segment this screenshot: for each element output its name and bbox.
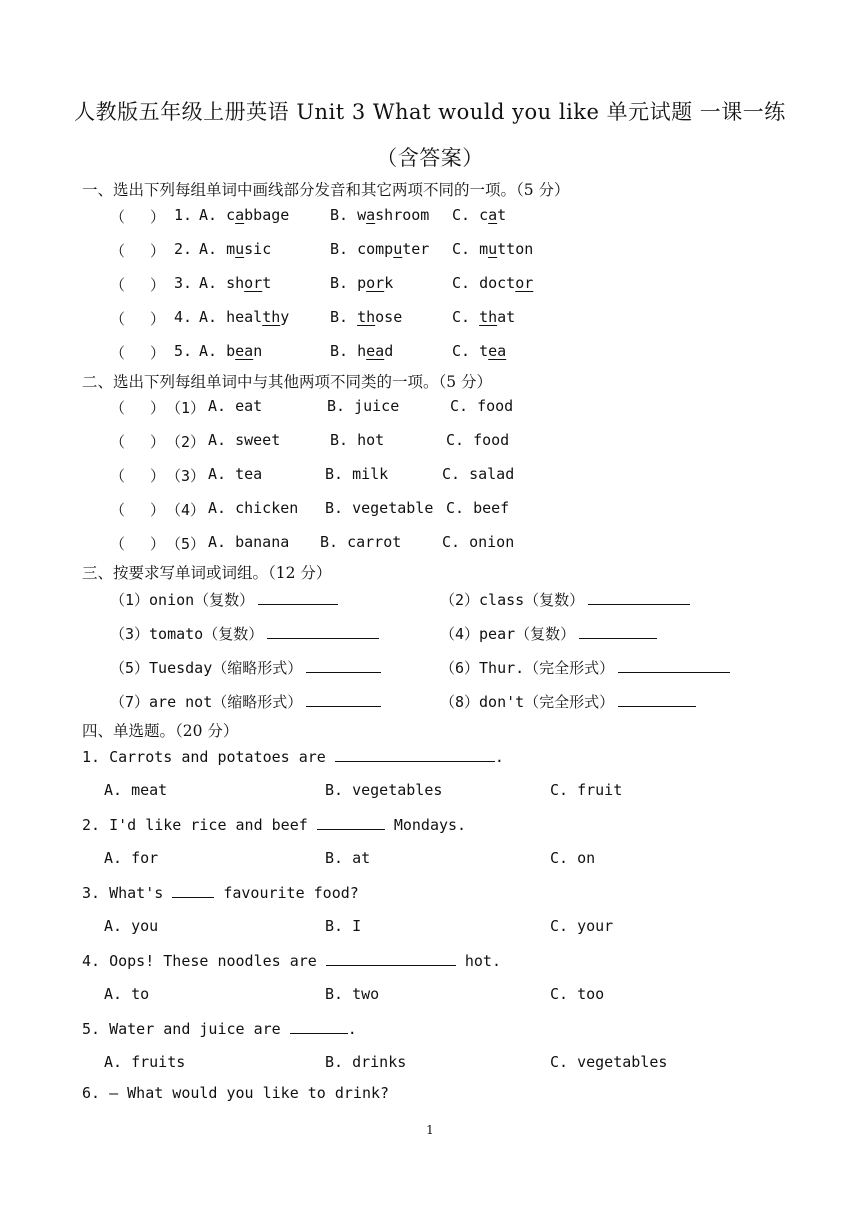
underlined-letters: th xyxy=(262,308,281,326)
prompt-text: （7）are not（缩略形式） xyxy=(110,693,303,711)
underlined-letters: or xyxy=(244,274,263,292)
question-text-end: . xyxy=(347,1020,357,1038)
question-text-end: Mondays. xyxy=(384,816,467,834)
part2-item xyxy=(0,397,860,419)
part2-item xyxy=(0,431,860,453)
answer-paren-open: （ xyxy=(110,433,126,451)
option-b: B. vegetables xyxy=(325,781,443,799)
question-options xyxy=(0,1053,860,1075)
option-letter: B. xyxy=(330,308,358,326)
answer-blank xyxy=(306,692,381,707)
option-b xyxy=(330,206,429,224)
question-options xyxy=(0,849,860,871)
part2-item xyxy=(0,499,860,521)
option-a: A. sweet xyxy=(208,431,281,449)
word-part: comp xyxy=(357,240,394,258)
item-number: （3） xyxy=(166,467,206,485)
option-c: C. food xyxy=(450,397,514,415)
underlined-letters: th xyxy=(357,308,376,326)
option-letter: B. xyxy=(330,342,358,360)
word-part: n xyxy=(253,342,263,360)
answer-paren-open: （ xyxy=(110,535,126,553)
part3-item xyxy=(440,657,730,678)
option-b: B. drinks xyxy=(325,1053,407,1071)
underlined-letters: or xyxy=(515,274,534,292)
page-subtitle: （含答案） xyxy=(376,146,484,170)
option-b xyxy=(330,308,402,326)
word-part: c xyxy=(479,206,489,224)
word-part: tton xyxy=(497,240,534,258)
option-a: A. tea xyxy=(208,465,263,483)
answer-paren-close: ） xyxy=(150,535,166,553)
question-stem xyxy=(82,883,359,902)
question-text-end: favourite food? xyxy=(214,884,359,902)
answer-paren-open: （ xyxy=(110,399,126,417)
answer-blank xyxy=(618,692,696,707)
word-part: at xyxy=(497,308,516,326)
answer-paren-close: ） xyxy=(150,310,166,328)
prompt-text: （4）pear（复数） xyxy=(440,625,576,643)
answer-paren-close: ） xyxy=(150,242,166,260)
answer-blank xyxy=(306,658,381,673)
underlined-letters: u xyxy=(393,240,403,258)
underlined-letters: u xyxy=(235,240,245,258)
item-number: （2） xyxy=(166,433,206,451)
question-text: 4. Oops! These noodles are xyxy=(82,952,326,970)
answer-blank xyxy=(326,951,456,966)
question-options xyxy=(0,985,860,1007)
answer-blank xyxy=(258,590,338,605)
option-c xyxy=(452,240,533,258)
answer-paren-open: （ xyxy=(110,242,126,260)
answer-blank xyxy=(579,624,657,639)
option-letter: A. xyxy=(199,206,227,224)
part1-item xyxy=(0,240,860,262)
word-part: m xyxy=(479,240,489,258)
underlined-letters: th xyxy=(479,308,498,326)
option-b: B. milk xyxy=(325,465,389,483)
answer-paren-close: ） xyxy=(150,501,166,519)
underlined-letters: ea xyxy=(366,342,385,360)
answer-paren-close: ） xyxy=(150,399,166,417)
prompt-text: （3）tomato（复数） xyxy=(110,625,264,643)
word-part: b xyxy=(226,342,236,360)
option-a: A. you xyxy=(104,917,159,935)
part2-item xyxy=(0,465,860,487)
option-letter: C. xyxy=(452,274,480,292)
item-number: 3. xyxy=(174,274,193,292)
option-c xyxy=(452,342,506,360)
option-b: B. juice xyxy=(327,397,400,415)
section-heading-1: 一、选出下列每组单词中画线部分发音和其它两项不同的一项。（5 分） xyxy=(82,181,570,199)
option-a xyxy=(199,342,262,360)
answer-blank xyxy=(618,658,730,673)
answer-paren-open: （ xyxy=(110,310,126,328)
option-c: C. on xyxy=(550,849,596,867)
option-letter: B. xyxy=(330,240,358,258)
option-c: C. salad xyxy=(442,465,515,483)
option-a xyxy=(199,274,271,292)
option-c: C. beef xyxy=(446,499,510,517)
question-text: 5. Water and juice are xyxy=(82,1020,290,1038)
prompt-text: （6）Thur.（完全形式） xyxy=(440,659,615,677)
word-part: d xyxy=(384,342,394,360)
option-a xyxy=(199,206,289,224)
part3-item xyxy=(110,691,381,712)
answer-paren-open: （ xyxy=(110,344,126,362)
word-part: doct xyxy=(479,274,516,292)
part3-item xyxy=(110,589,338,610)
option-b: B. vegetable xyxy=(325,499,434,517)
word-part: t xyxy=(262,274,272,292)
word-part: bbage xyxy=(244,206,290,224)
item-number: （4） xyxy=(166,501,206,519)
underlined-letters: a xyxy=(366,206,376,224)
option-c: C. your xyxy=(550,917,614,935)
answer-blank xyxy=(335,747,495,762)
word-part: c xyxy=(226,206,236,224)
part3-item xyxy=(440,623,657,644)
question-text: 3. What's xyxy=(82,884,173,902)
option-letter: B. xyxy=(330,274,358,292)
question-options xyxy=(0,781,860,803)
question-text-end: . xyxy=(494,748,504,766)
option-b: B. two xyxy=(325,985,380,1003)
answer-paren-close: ） xyxy=(150,433,166,451)
word-part: t xyxy=(479,342,489,360)
part1-item xyxy=(0,274,860,296)
answer-paren-close: ） xyxy=(150,276,166,294)
option-letter: A. xyxy=(199,342,227,360)
part1-item xyxy=(0,206,860,228)
part1-item xyxy=(0,308,860,330)
option-letter: B. xyxy=(330,206,358,224)
item-number: 5. xyxy=(174,342,193,360)
option-c xyxy=(452,206,506,224)
underlined-letters: or xyxy=(366,274,385,292)
word-part: ose xyxy=(375,308,403,326)
question-text: 1. Carrots and potatoes are xyxy=(82,748,335,766)
underlined-letters: ea xyxy=(488,342,507,360)
option-letter: C. xyxy=(452,342,480,360)
option-a: A. banana xyxy=(208,533,290,551)
option-letter: C. xyxy=(452,308,480,326)
option-letter: C. xyxy=(452,206,480,224)
section-heading-2: 二、选出下列每组单词中与其他两项不同类的一项。（5 分） xyxy=(82,373,493,391)
question-options xyxy=(0,917,860,939)
word-part: p xyxy=(357,274,367,292)
word-part: k xyxy=(384,274,394,292)
part3-item xyxy=(440,691,696,712)
part3-item xyxy=(110,657,381,678)
word-part: m xyxy=(226,240,236,258)
section-heading-4: 四、单选题。（20 分） xyxy=(82,722,239,740)
page-title: 人教版五年级上册英语 Unit 3 What would you like 单元试题 一课一练 xyxy=(74,100,786,124)
prompt-text: （8）don't（完全形式） xyxy=(440,693,615,711)
word-part: h xyxy=(357,342,367,360)
section-heading-3: 三、按要求写单词或词组。（12 分） xyxy=(82,564,332,582)
option-a xyxy=(199,308,289,326)
word-part: t xyxy=(497,206,507,224)
part2-item xyxy=(0,533,860,555)
answer-blank xyxy=(317,815,385,830)
item-number: 4. xyxy=(174,308,193,326)
underlined-letters: u xyxy=(488,240,498,258)
prompt-text: （1）onion（复数） xyxy=(110,591,255,609)
question-stem xyxy=(82,951,501,970)
word-part: sh xyxy=(226,274,245,292)
word-part: shroom xyxy=(375,206,430,224)
option-b: B. I xyxy=(325,917,362,935)
option-b: B. at xyxy=(325,849,371,867)
option-c xyxy=(452,308,515,326)
option-a: A. eat xyxy=(208,397,263,415)
option-c: C. food xyxy=(446,431,510,449)
question-stem xyxy=(82,1019,357,1038)
answer-blank xyxy=(267,624,379,639)
prompt-text: （2）class（复数） xyxy=(440,591,585,609)
option-a: A. to xyxy=(104,985,150,1003)
question-text-end: hot. xyxy=(455,952,501,970)
answer-paren-open: （ xyxy=(110,208,126,226)
option-b xyxy=(330,240,429,258)
answer-blank xyxy=(290,1019,348,1034)
answer-paren-open: （ xyxy=(110,467,126,485)
underlined-letters: a xyxy=(488,206,498,224)
option-letter: A. xyxy=(199,274,227,292)
item-number: （5） xyxy=(166,535,206,553)
underlined-letters: ea xyxy=(235,342,254,360)
option-letter: A. xyxy=(199,240,227,258)
option-c: C. too xyxy=(550,985,605,1003)
question-stem xyxy=(82,747,504,766)
answer-blank xyxy=(588,590,690,605)
option-a: A. fruits xyxy=(104,1053,186,1071)
answer-paren-open: （ xyxy=(110,501,126,519)
item-number: 2. xyxy=(174,240,193,258)
option-c: C. onion xyxy=(442,533,515,551)
option-b: B. hot xyxy=(330,431,385,449)
option-c: C. fruit xyxy=(550,781,623,799)
item-number: （1） xyxy=(166,399,206,417)
word-part: sic xyxy=(244,240,272,258)
option-letter: C. xyxy=(452,240,480,258)
option-b xyxy=(330,274,393,292)
question-6: 6. — What would you like to drink? xyxy=(82,1084,390,1102)
question-text: 2. I'd like rice and beef xyxy=(82,816,317,834)
prompt-text: （5）Tuesday（缩略形式） xyxy=(110,659,303,677)
option-a: A. for xyxy=(104,849,159,867)
option-b xyxy=(330,342,393,360)
word-part: w xyxy=(357,206,367,224)
answer-paren-open: （ xyxy=(110,276,126,294)
option-a xyxy=(199,240,271,258)
option-letter: A. xyxy=(199,308,227,326)
word-part: heal xyxy=(226,308,263,326)
word-part: ter xyxy=(402,240,430,258)
part3-item xyxy=(440,589,690,610)
question-stem xyxy=(82,815,466,834)
option-a: A. chicken xyxy=(208,499,299,517)
part3-item xyxy=(110,623,379,644)
answer-blank xyxy=(172,883,214,898)
option-c xyxy=(452,274,533,292)
option-b: B. carrot xyxy=(320,533,402,551)
underlined-letters: a xyxy=(235,206,245,224)
option-c: C. vegetables xyxy=(550,1053,668,1071)
word-part: y xyxy=(280,308,290,326)
option-a: A. meat xyxy=(104,781,168,799)
part1-item xyxy=(0,342,860,364)
answer-paren-close: ） xyxy=(150,208,166,226)
page-number: 1 xyxy=(426,1123,434,1137)
answer-paren-close: ） xyxy=(150,467,166,485)
answer-paren-close: ） xyxy=(150,344,166,362)
item-number: 1. xyxy=(174,206,193,224)
